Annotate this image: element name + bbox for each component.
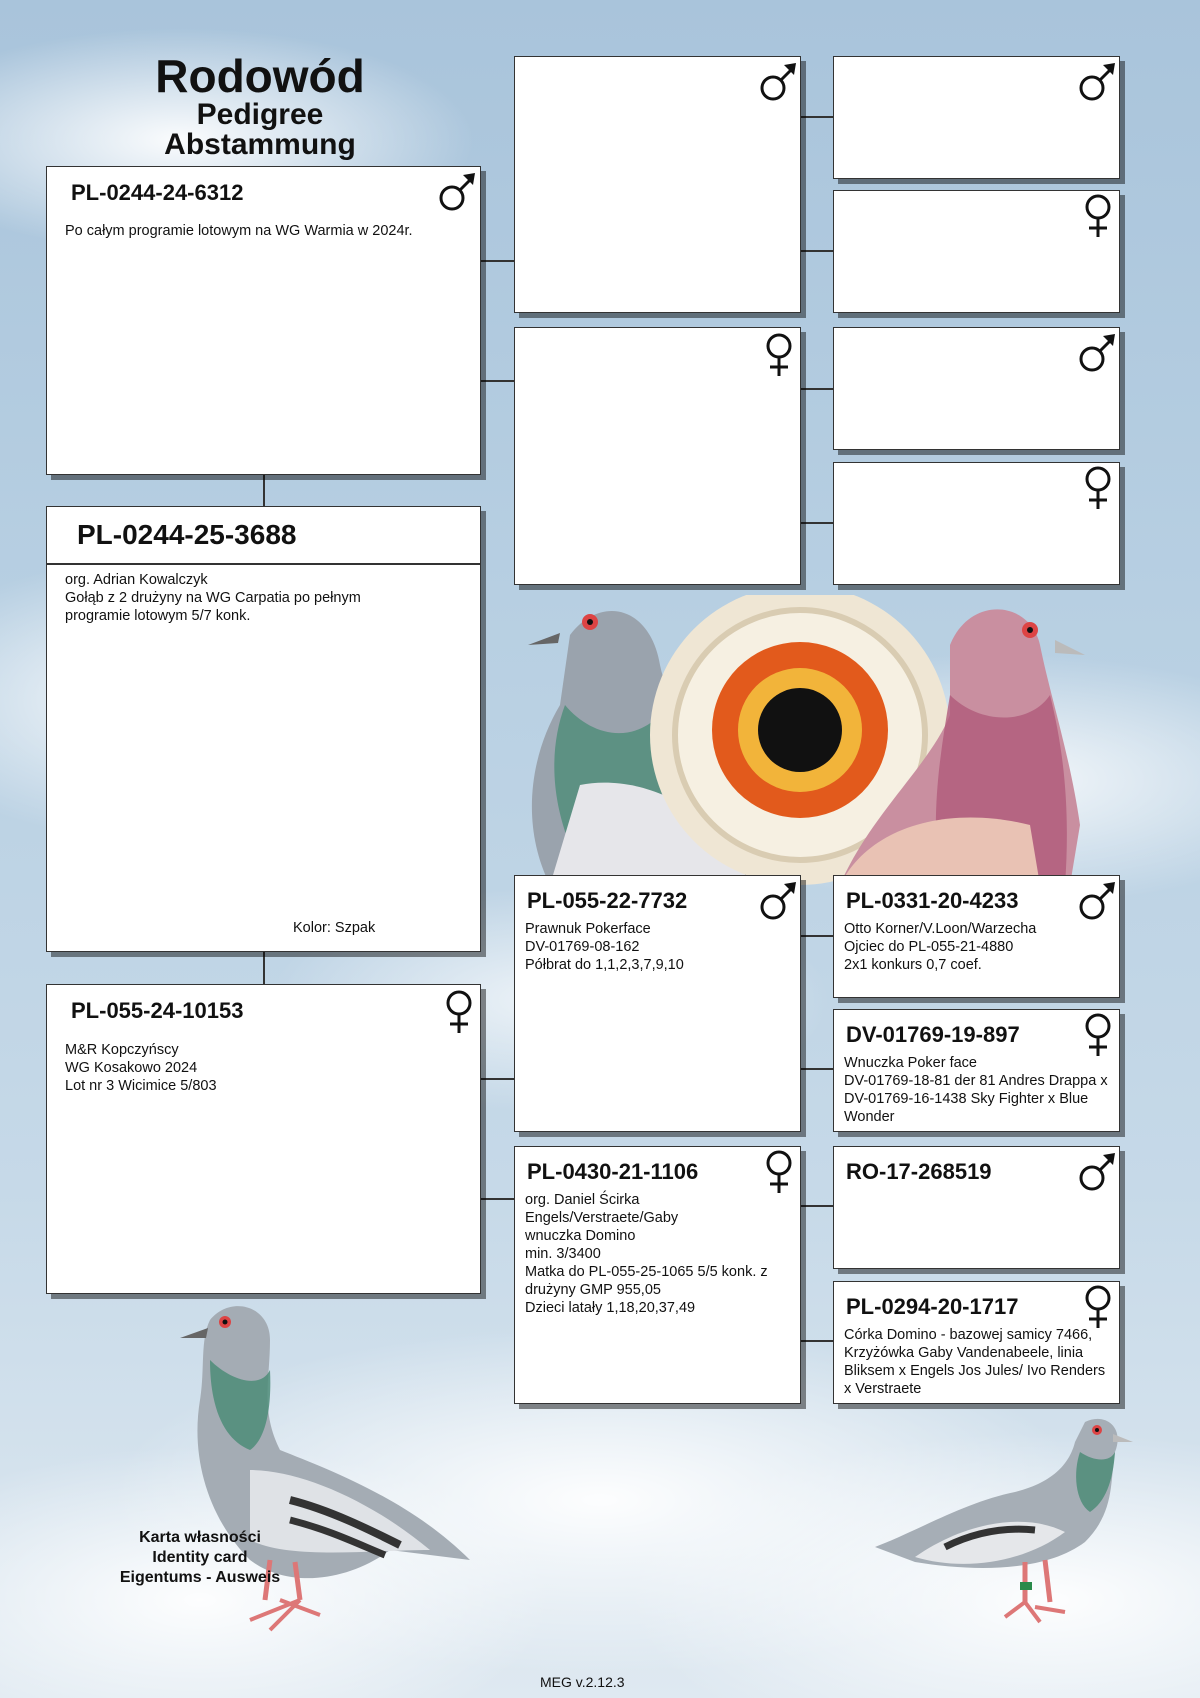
male-icon: [758, 59, 798, 105]
great-grandmother-card: [833, 1281, 1120, 1404]
subject-color: Kolor: Szpak: [293, 920, 376, 936]
female-icon: [759, 332, 799, 378]
maternal-grandmother-description: org. Daniel Ścirka Engels/Verstraete/Gaby wnuczka Domino min. 3/3400 Matka do PL-055-25-1065 5/5 konk. z drużyny GMP 955,05 Dzieci latały 1,18,20,37,49: [525, 1192, 768, 1316]
subject-card: [46, 506, 481, 952]
identity-card-label: [100, 1528, 300, 1588]
connector: [800, 1340, 834, 1342]
pigeon-eye-illustration: [510, 595, 1110, 885]
maternal-grandfather-card: [514, 875, 801, 1132]
connector: [800, 1068, 834, 1070]
identity-card-polish: Karta własności: [139, 1529, 261, 1546]
great-grandfather-card: [833, 327, 1120, 450]
identity-card-english: Identity card: [152, 1549, 248, 1566]
subject-header-divider: [47, 563, 480, 565]
male-icon: [1077, 330, 1117, 376]
subject-description: org. Adrian Kowalczyk Gołąb z 2 drużyny na WG Carpatia po pełnym programie lotowym 5/7 konk.: [65, 572, 361, 624]
male-icon: [758, 878, 798, 924]
father-description: Po całym programie lotowym na WG Warmia w 2024r.: [65, 223, 413, 239]
great-grandmother-card: [833, 462, 1120, 585]
maternal-grandmother-ring-number: PL-0430-21-1106: [527, 1159, 699, 1184]
connector: [480, 260, 514, 262]
connector: [800, 116, 834, 118]
male-icon: [1077, 878, 1117, 924]
identity-card-german: Eigentums - Ausweis: [119, 1569, 281, 1586]
connector: [800, 250, 834, 252]
male-icon: [1077, 1149, 1117, 1195]
great-grandmother-card: [833, 1009, 1120, 1132]
connector: [480, 1078, 514, 1080]
connector: [800, 1205, 834, 1207]
great-grandmother-ring-number: PL-0294-20-1717: [846, 1294, 1019, 1319]
title-german: Abstammung: [164, 128, 356, 161]
great-grandfather-card: [833, 1146, 1120, 1269]
great-grandfather-description: Otto Korner/V.Loon/Warzecha Ojciec do PL-055-21-4880 2x1 konkurs 0,7 coef.: [844, 921, 1037, 973]
mother-card: [46, 984, 481, 1294]
great-grandmother-description: Córka Domino - bazowej samicy 7466, Krzyżówka Gaby Vandenabeele, linia Bliksem x Engels Jos Jules/ Ivo Renders x Verstraete: [844, 1327, 1106, 1397]
female-icon: [759, 1149, 799, 1195]
maternal-grandfather-ring-number: PL-055-22-7732: [527, 888, 688, 913]
paternal-grandfather-card: [514, 56, 801, 313]
maternal-grandfather-description: Prawnuk Pokerface DV-01769-08-162 Półbrat do 1,1,2,3,7,9,10: [525, 921, 684, 973]
connector: [800, 388, 834, 390]
connector: [800, 935, 834, 937]
version-label: MEG v.2.12.3: [540, 1674, 625, 1690]
connector: [263, 475, 265, 507]
great-grandfather-ring-number: RO-17-268519: [846, 1159, 992, 1184]
great-grandfather-card: [833, 56, 1120, 179]
pedigree-title: [110, 52, 410, 160]
pigeon-illustration-left: [170, 1300, 490, 1640]
mother-description: M&R Kopczyńscy WG Kosakowo 2024 Lot nr 3 Wicimice 5/803: [65, 1042, 217, 1094]
female-icon: [439, 989, 479, 1035]
title-polish: Rodowód: [155, 50, 365, 102]
female-icon: [1078, 1012, 1118, 1058]
connector: [480, 1198, 514, 1200]
father-card: [46, 166, 481, 475]
connector: [800, 522, 834, 524]
great-grandmother-ring-number: DV-01769-19-897: [846, 1022, 1020, 1047]
connector: [263, 952, 265, 984]
great-grandmother-card: [833, 190, 1120, 313]
father-ring-number: PL-0244-24-6312: [71, 180, 244, 205]
great-grandfather-card: [833, 875, 1120, 998]
male-icon: [1077, 59, 1117, 105]
connector: [480, 380, 514, 382]
female-icon: [1078, 1284, 1118, 1330]
male-icon: [437, 169, 477, 215]
female-icon: [1078, 465, 1118, 511]
pigeon-illustration-right: [875, 1412, 1135, 1632]
female-icon: [1078, 193, 1118, 239]
paternal-grandmother-card: [514, 327, 801, 585]
title-english: Pedigree: [196, 98, 324, 131]
mother-ring-number: PL-055-24-10153: [71, 998, 244, 1023]
great-grandmother-description: Wnuczka Poker face DV-01769-18-81 der 81 Andres Drappa x DV-01769-16-1438 Sky Fighter x Blue Wonder: [844, 1055, 1108, 1125]
subject-ring-number: PL-0244-25-3688: [77, 519, 297, 550]
maternal-grandmother-card: [514, 1146, 801, 1404]
great-grandfather-ring-number: PL-0331-20-4233: [846, 888, 1019, 913]
